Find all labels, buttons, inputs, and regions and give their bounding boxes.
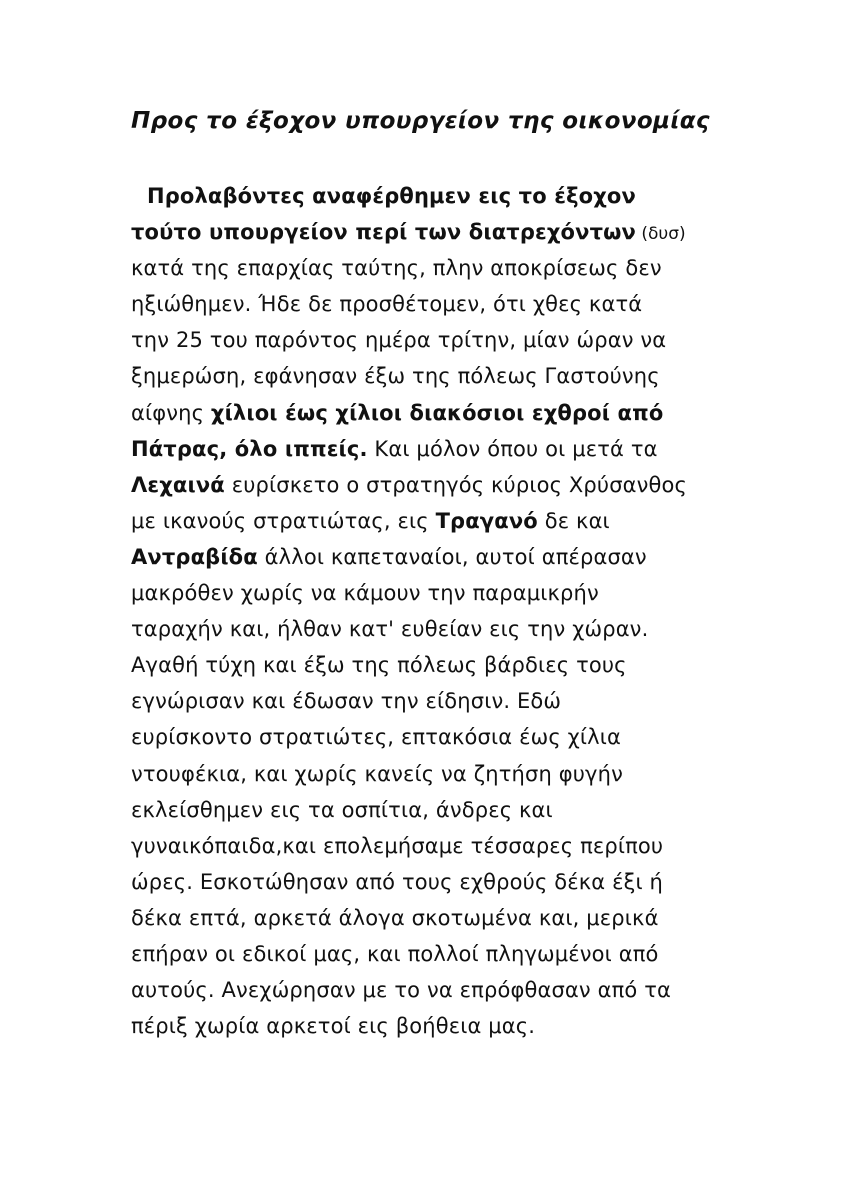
- text-segment: εγνώρισαν και έδωσαν την είδησιν. Εδώ: [131, 689, 562, 714]
- bold-text-segment: τούτο υπουργείον περί των διατρεχόντων: [131, 220, 636, 245]
- text-segment: ντουφέκια, και χωρίς κανείς να ζητήση φυγήν: [131, 761, 623, 786]
- text-segment: επήραν οι εδικοί μας, και πολλοί πληγωμένοι από: [131, 941, 659, 966]
- text-segment: Και μόλον όπου οι μετά τα: [367, 436, 658, 461]
- text-segment: ξημερώση, εφάνησαν έξω της πόλεως Γαστούνης: [131, 364, 660, 389]
- text-segment: αίφνης: [131, 400, 211, 425]
- text-line: [131, 828, 731, 864]
- text-line: [131, 1008, 731, 1044]
- text-segment: την 25 του παρόντος ημέρα τρίτην, μίαν ώραν να: [131, 328, 667, 353]
- text-line: [131, 900, 731, 936]
- text-line: [131, 503, 731, 539]
- text-segment: πέριξ χωρία αρκετοί εις βοήθεια μας.: [131, 1014, 536, 1039]
- text-segment: ευρίσκοντο στρατιώτες, επτακόσια έως χίλια: [131, 725, 621, 750]
- text-segment: δε και: [537, 508, 610, 533]
- text-segment: αυτούς. Ανεχώρησαν με το να επρόφθασαν από τα: [131, 978, 671, 1003]
- text-segment: ταραχήν και, ήλθαν κατ' ευθείαν εις την χώραν.: [131, 617, 649, 642]
- text-segment: μακρόθεν χωρίς να κάμουν την παραμικρήν: [131, 581, 599, 606]
- text-line: [131, 467, 731, 503]
- bold-text-segment: Αντραβίδα: [131, 544, 258, 569]
- text-line: [131, 864, 731, 900]
- text-line: [131, 719, 731, 755]
- bold-text-segment: Τραγανό: [435, 508, 538, 533]
- text-segment: ευρίσκετο ο στρατηγός κύριος Χρύσανθος: [224, 472, 688, 497]
- bold-text-segment: Προλαβόντες αναφέρθημεν εις το έξοχον: [147, 184, 636, 208]
- text-line: [131, 611, 731, 647]
- letter-heading: Προς το έξοχον υπουργείον της οικονομίας: [131, 108, 710, 134]
- text-segment: άλλοι καπεταναίοι, αυτοί απέρασαν: [257, 544, 647, 569]
- text-line: [131, 214, 731, 250]
- text-line: [131, 286, 731, 322]
- text-line: [131, 792, 731, 828]
- bold-text-segment: Πάτρας, όλο ιππείς.: [131, 436, 368, 461]
- text-segment: κατά της επαρχίας ταύτης, πλην αποκρίσεως δεν: [131, 256, 662, 281]
- text-line: [131, 395, 731, 431]
- text-line: [131, 322, 731, 358]
- text-line: [131, 972, 731, 1008]
- bold-text-segment: Λεχαινά: [131, 472, 225, 497]
- text-segment: Αγαθή τύχη και έξω της πόλεως βάρδιες τους: [131, 653, 627, 678]
- text-segment: ώρες. Εσκοτώθησαν από τους εχθρούς δέκα έξι ή: [131, 869, 663, 894]
- text-line: [131, 647, 731, 683]
- text-segment: ηξιώθημεν. Ήδε δε προσθέτομεν, ότι χθες κατά: [131, 292, 643, 317]
- text-line: [131, 358, 731, 394]
- text-line: [131, 539, 731, 575]
- letter-body: [131, 178, 731, 1044]
- text-line: [131, 431, 731, 467]
- text-line: [131, 575, 731, 611]
- text-segment: εκλείσθημεν εις τα οσπίτια, άνδρες και: [131, 797, 553, 822]
- text-segment: με ικανούς στρατιώτας, εις: [131, 508, 436, 533]
- text-line: [131, 756, 731, 792]
- text-line: [131, 250, 731, 286]
- text-segment: (δυσ): [636, 224, 686, 245]
- text-line: [131, 936, 731, 972]
- bold-text-segment: χίλιοι έως χίλιοι διακόσιοι εχθροί από: [210, 400, 664, 425]
- text-segment: δέκα επτά, αρκετά άλογα σκοτωμένα και, μερικά: [131, 905, 659, 930]
- text-line: [131, 683, 731, 719]
- text-line: [131, 178, 731, 214]
- text-segment: γυναικόπαιδα,και επολεμήσαμε τέσσαρες περίπου: [131, 833, 664, 858]
